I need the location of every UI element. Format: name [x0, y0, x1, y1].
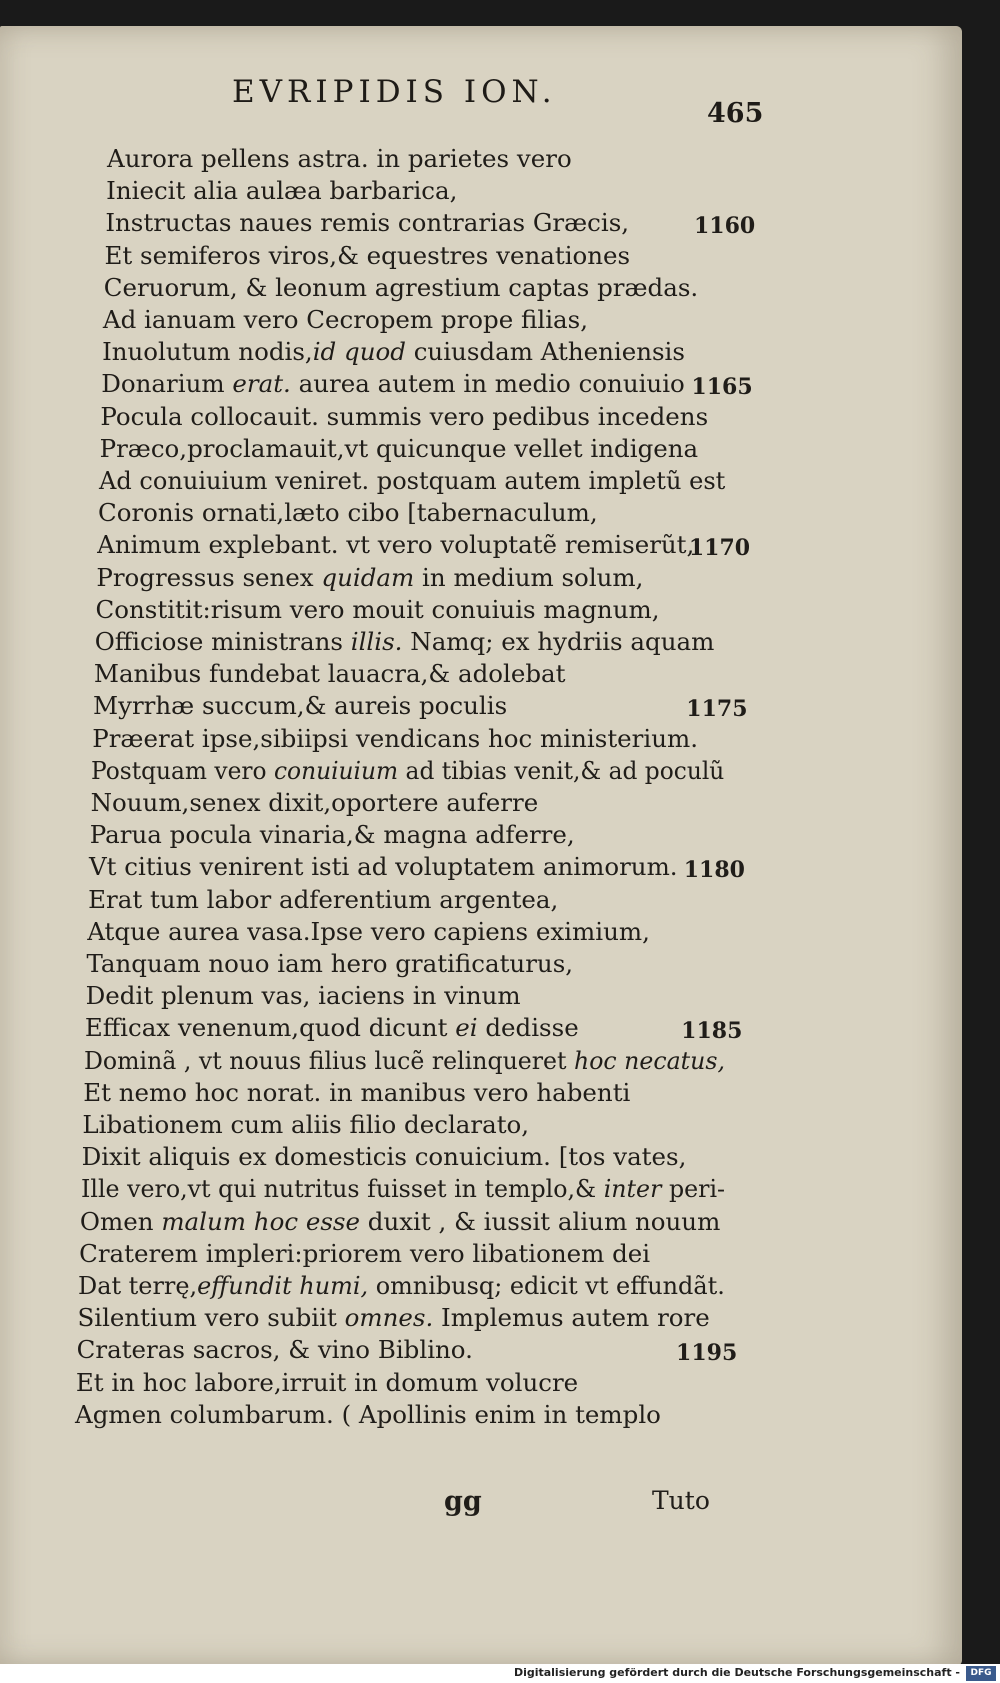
italic-text: ei — [455, 1013, 478, 1043]
verse-line — [76, 1335, 473, 1365]
verse-line — [106, 176, 458, 206]
verse-text: dedisse — [477, 1013, 579, 1043]
verse-text: duxit , & iussit alium nouum — [359, 1206, 721, 1236]
verse-line — [93, 691, 508, 721]
dfg-logo: DFG — [966, 1666, 996, 1681]
italic-text: quidam — [321, 562, 415, 592]
verse-text: Omen — [79, 1206, 162, 1236]
verse-line — [96, 562, 644, 592]
verse-line — [79, 1206, 721, 1236]
verse-line — [77, 1303, 710, 1333]
verse-text: cuiusdam Atheniensis — [405, 337, 685, 367]
verse-line — [87, 916, 650, 946]
verse-line — [85, 981, 521, 1011]
verse-line — [84, 1013, 579, 1043]
verse-text: Postquam vero — [91, 755, 275, 785]
verse-line — [95, 594, 660, 624]
verse-text: in medium solum, — [414, 562, 644, 592]
verse-text: Dedit plenum vas, iaciens in vinum — [85, 981, 521, 1011]
line-number: 1180 — [683, 857, 745, 884]
verse-text: Libationem cum aliis filio declarato, — [82, 1110, 530, 1139]
signature-mark: gg — [444, 1486, 482, 1517]
italic-text: malum hoc esse — [161, 1206, 360, 1236]
verse-line — [93, 659, 566, 689]
italic-text: omnes. — [344, 1303, 434, 1333]
verse-text: Constitit:risum vero mouit conuiuis magnum, — [95, 594, 660, 624]
verse-text: Dat terrę, — [78, 1271, 198, 1300]
verse-text: Efficax venenum,quod dicunt — [84, 1013, 456, 1043]
verse-text: Craterem impleri:priorem vero libationem dei — [79, 1238, 651, 1268]
verse-text: Manibus fundebat lauacra,& adolebat — [93, 659, 566, 689]
verse-text: Animum explebant. vt vero voluptatẽ remiserũt, — [97, 530, 695, 560]
verse-text: aurea autem in medio conuiuio — [290, 369, 685, 399]
verse-text: Officiose ministrans — [94, 627, 351, 656]
verse-line — [103, 272, 699, 302]
verse-line — [81, 1142, 687, 1172]
running-head: EVRIPIDIS ION. — [232, 74, 557, 110]
verse-text: peri- — [661, 1174, 725, 1204]
verse-text: Namq; ex hydriis aquam — [402, 627, 715, 656]
verse-text: Parua pocula vinaria,& magna adferre, — [89, 820, 575, 850]
verse-text: Agmen columbarum. ( Apollinis enim in templo — [75, 1399, 661, 1429]
verse-line — [84, 1045, 726, 1075]
verse-text: Iniecit alia aulæa barbarica, — [106, 176, 458, 206]
verse-text: Instructas naues remis contrarias Græcis, — [105, 208, 630, 238]
verse-text: Aurora pellens astra. in parietes vero — [107, 144, 572, 173]
verse-line — [90, 788, 539, 817]
verse-text: Pocula collocauit. summis vero pedibus incedens — [100, 401, 709, 431]
verse-text: Implemus autem rore — [433, 1303, 710, 1333]
italic-text: inter — [603, 1174, 662, 1204]
line-number: 1160 — [693, 213, 756, 240]
verse-text: Myrrhæ succum,& aureis poculis — [93, 691, 508, 721]
verse-text: Dominã , vt nouus filius lucẽ relinqueret — [84, 1045, 575, 1075]
verse-line — [99, 433, 699, 463]
verse-line — [83, 1077, 631, 1107]
verse-line — [101, 369, 685, 399]
verse-line — [97, 498, 598, 528]
verse-line — [88, 884, 559, 914]
verse-line — [79, 1238, 651, 1268]
verse-line — [97, 530, 695, 560]
verse-line — [75, 1367, 579, 1397]
verse-line — [94, 627, 715, 656]
line-number: 1195 — [676, 1340, 738, 1367]
verse-text: Progressus senex — [96, 562, 322, 592]
verse-text: Atque aurea vasa.Ipse vero capiens eximium, — [87, 916, 650, 946]
verse-text: Et semiferos viros,& equestres venationes — [104, 240, 631, 270]
verse-text: Ad ianuam vero Cecropem prope filias, — [102, 305, 588, 334]
italic-text: hoc necatus, — [574, 1045, 726, 1075]
verse-line — [89, 820, 575, 850]
verse-line — [102, 305, 588, 334]
italic-text: effundit humi, — [197, 1271, 369, 1300]
verse-text: Et in hoc labore,irruit in domum volucre — [75, 1367, 579, 1397]
verse-line — [92, 723, 699, 753]
verse-line — [100, 401, 709, 431]
verse-text: Inuolutum nodis, — [102, 337, 313, 367]
verse-text: Præerat ipse,sibiipsi vendicans hoc ministerium. — [92, 723, 699, 753]
verse-line — [105, 208, 630, 238]
verse-line — [80, 1174, 725, 1204]
verse-text: Et nemo hoc norat. in manibus vero habenti — [83, 1077, 631, 1107]
verse-line — [104, 240, 631, 270]
verse-lines — [0, 26, 962, 1626]
verse-text: Dixit aliquis ex domesticis conuicium. [tos vates, — [81, 1142, 687, 1172]
italic-text: erat. — [232, 369, 291, 399]
verse-text: Erat tum labor adferentium argentea, — [88, 884, 559, 914]
page-number: 465 — [707, 98, 764, 129]
digitization-footer — [0, 1664, 1000, 1683]
verse-text: Coronis ornati,læto cibo [tabernaculum, — [97, 498, 598, 528]
verse-text: Ceruorum, & leonum agrestium captas prædas. — [103, 272, 699, 302]
line-number: 1185 — [681, 1018, 743, 1045]
verse-text: Donarium — [101, 369, 233, 399]
verse-text: ad tibias venit,& ad poculũ — [398, 755, 725, 785]
verse-text: omnibusq; edicit vt effundãt. — [368, 1271, 726, 1300]
verse-line — [82, 1110, 530, 1139]
italic-text: conuiuium — [274, 755, 399, 785]
verse-line — [86, 949, 574, 978]
book-page — [0, 26, 962, 1666]
verse-text: Tanquam nouo iam hero gratificaturus, — [86, 949, 574, 978]
line-number: 1175 — [686, 696, 748, 723]
verse-line — [78, 1271, 726, 1300]
italic-text: id quod — [312, 337, 406, 367]
verse-line — [107, 144, 572, 173]
verse-text: Ille vero,vt qui nutritus fuisset in templo,& — [80, 1174, 604, 1204]
verse-text: Ad conuiuium veniret. postquam autem impletũ est — [98, 466, 726, 495]
verse-text: Vt citius venirent isti ad voluptatem animorum. — [88, 852, 678, 882]
verse-text: Præco,proclamauit,vt quicunque vellet indigena — [99, 433, 699, 463]
verse-text: Silentium vero subiit — [77, 1303, 345, 1333]
verse-line — [98, 466, 726, 495]
line-number: 1170 — [688, 535, 751, 562]
verse-text: Nouum,senex dixit,oportere auferre — [90, 788, 539, 817]
italic-text: illis. — [350, 627, 403, 656]
catchword: Tuto — [652, 1486, 710, 1515]
verse-line — [75, 1399, 661, 1429]
verse-line — [91, 755, 725, 785]
verse-text: Crateras sacros, & vino Biblino. — [76, 1335, 473, 1365]
verse-line — [88, 852, 678, 882]
footer-credit: Digitalisierung gefördert durch die Deutsche Forschungsgemeinschaft - — [513, 1666, 960, 1679]
line-number: 1165 — [691, 374, 753, 401]
verse-line — [102, 337, 685, 367]
